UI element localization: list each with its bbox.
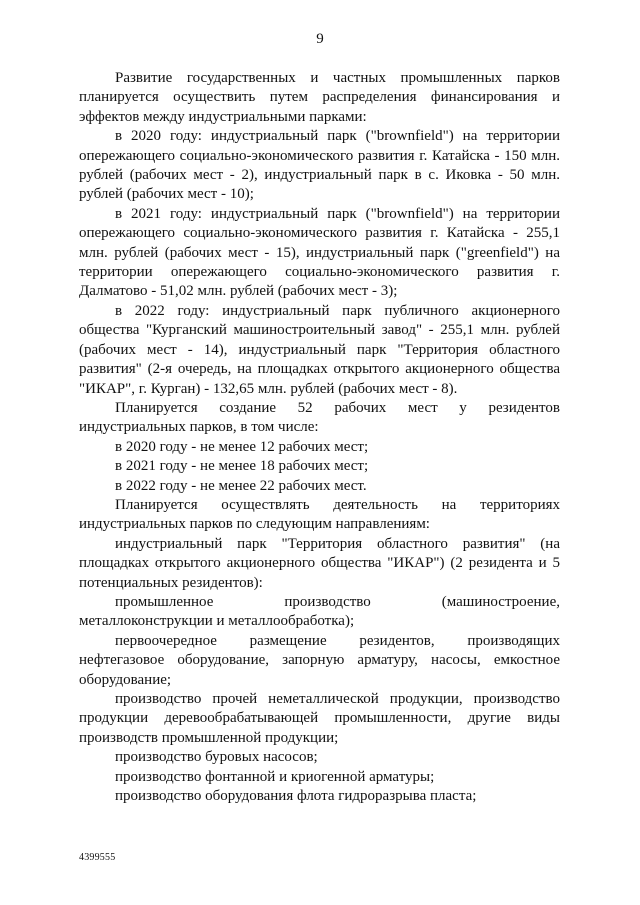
page-number: 9 [316,31,324,47]
list-item-jobs-2021: в 2021 году - не менее 18 рабочих мест; [115,458,369,475]
list-item-frac-fleet: производство оборудования флота гидроразрыва пласта; [115,788,477,805]
list-item-drilling-pumps: производство буровых насосов; [115,749,318,766]
paragraph-activity-directions: Планируется осуществлять деятельность на территориях индустриальных парков по следующим направлениям: [79,496,560,533]
paragraph-jobs-plan: Планируется создание 52 рабочих мест у резидентов индустриальных парков, в том числе: [79,399,560,436]
document-id: 4399555 [79,852,116,863]
paragraph-2020-parks: в 2020 году: индустриальный парк ("brownfield") на территории опережающего социально-экономического развития г. Катайска - 150 млн. рублей (рабочих мест - 2), индустриальный парк в с. Иковка - 50 млн. рублей (рабочих мест - 10); [79,128,560,203]
list-item-jobs-2022: в 2022 году - не менее 22 рабочих мест. [115,477,367,494]
list-item-industrial-production: промышленное производство (машиностроение, металлоконструкции и металлообработка); [79,593,560,630]
list-item-fountain-valves: производство фонтанной и криогенной арматуры; [115,768,435,785]
list-item-priority-placement: первоочередное размещение резидентов, производящих нефтегазовое оборудование, запорную арматуру, насосы, емкостное оборудование; [79,632,560,688]
paragraph-park-ikar: индустриальный парк "Территория областного развития" (на площадках открытого акционерного общества "ИКАР") (2 резидента и 5 потенциальных резидентов): [79,535,560,591]
document-body [79,69,560,806]
paragraph-intro: Развитие государственных и частных промышленных парков планируется осуществить путем распределения финансирования и эффектов между индустриальными парками: [79,70,560,125]
list-item-jobs-2020: в 2020 году - не менее 12 рабочих мест; [115,438,369,455]
paragraph-2021-parks: в 2021 году: индустриальный парк ("brownfield") на территории опережающего социально-экономического развития г. Катайска - 255,1 млн. рублей (рабочих мест - 15), индустриальный парк ("greenfield") на территории опережающего социально-экономического развития г. Далматово - 51,02 млн. рублей (рабочих мест - 3); [79,205,560,300]
list-item-nonmetallic-production: производство прочей неметаллической продукции, производство продукции деревообрабатывающей промышленности, другие виды производств промышленной продукции; [79,691,560,746]
paragraph-2022-parks: в 2022 году: индустриальный парк публичного акционерного общества "Курганский машиностроительный завод" - 255,1 млн. рублей (рабочих мест - 14), индустриальный парк "Территория областного развития" (2-я очередь, на площадках открытого акционерного общества "ИКАР", г. Курган) - 132,65 млн. рублей (рабочих мест - 8). [79,302,560,397]
